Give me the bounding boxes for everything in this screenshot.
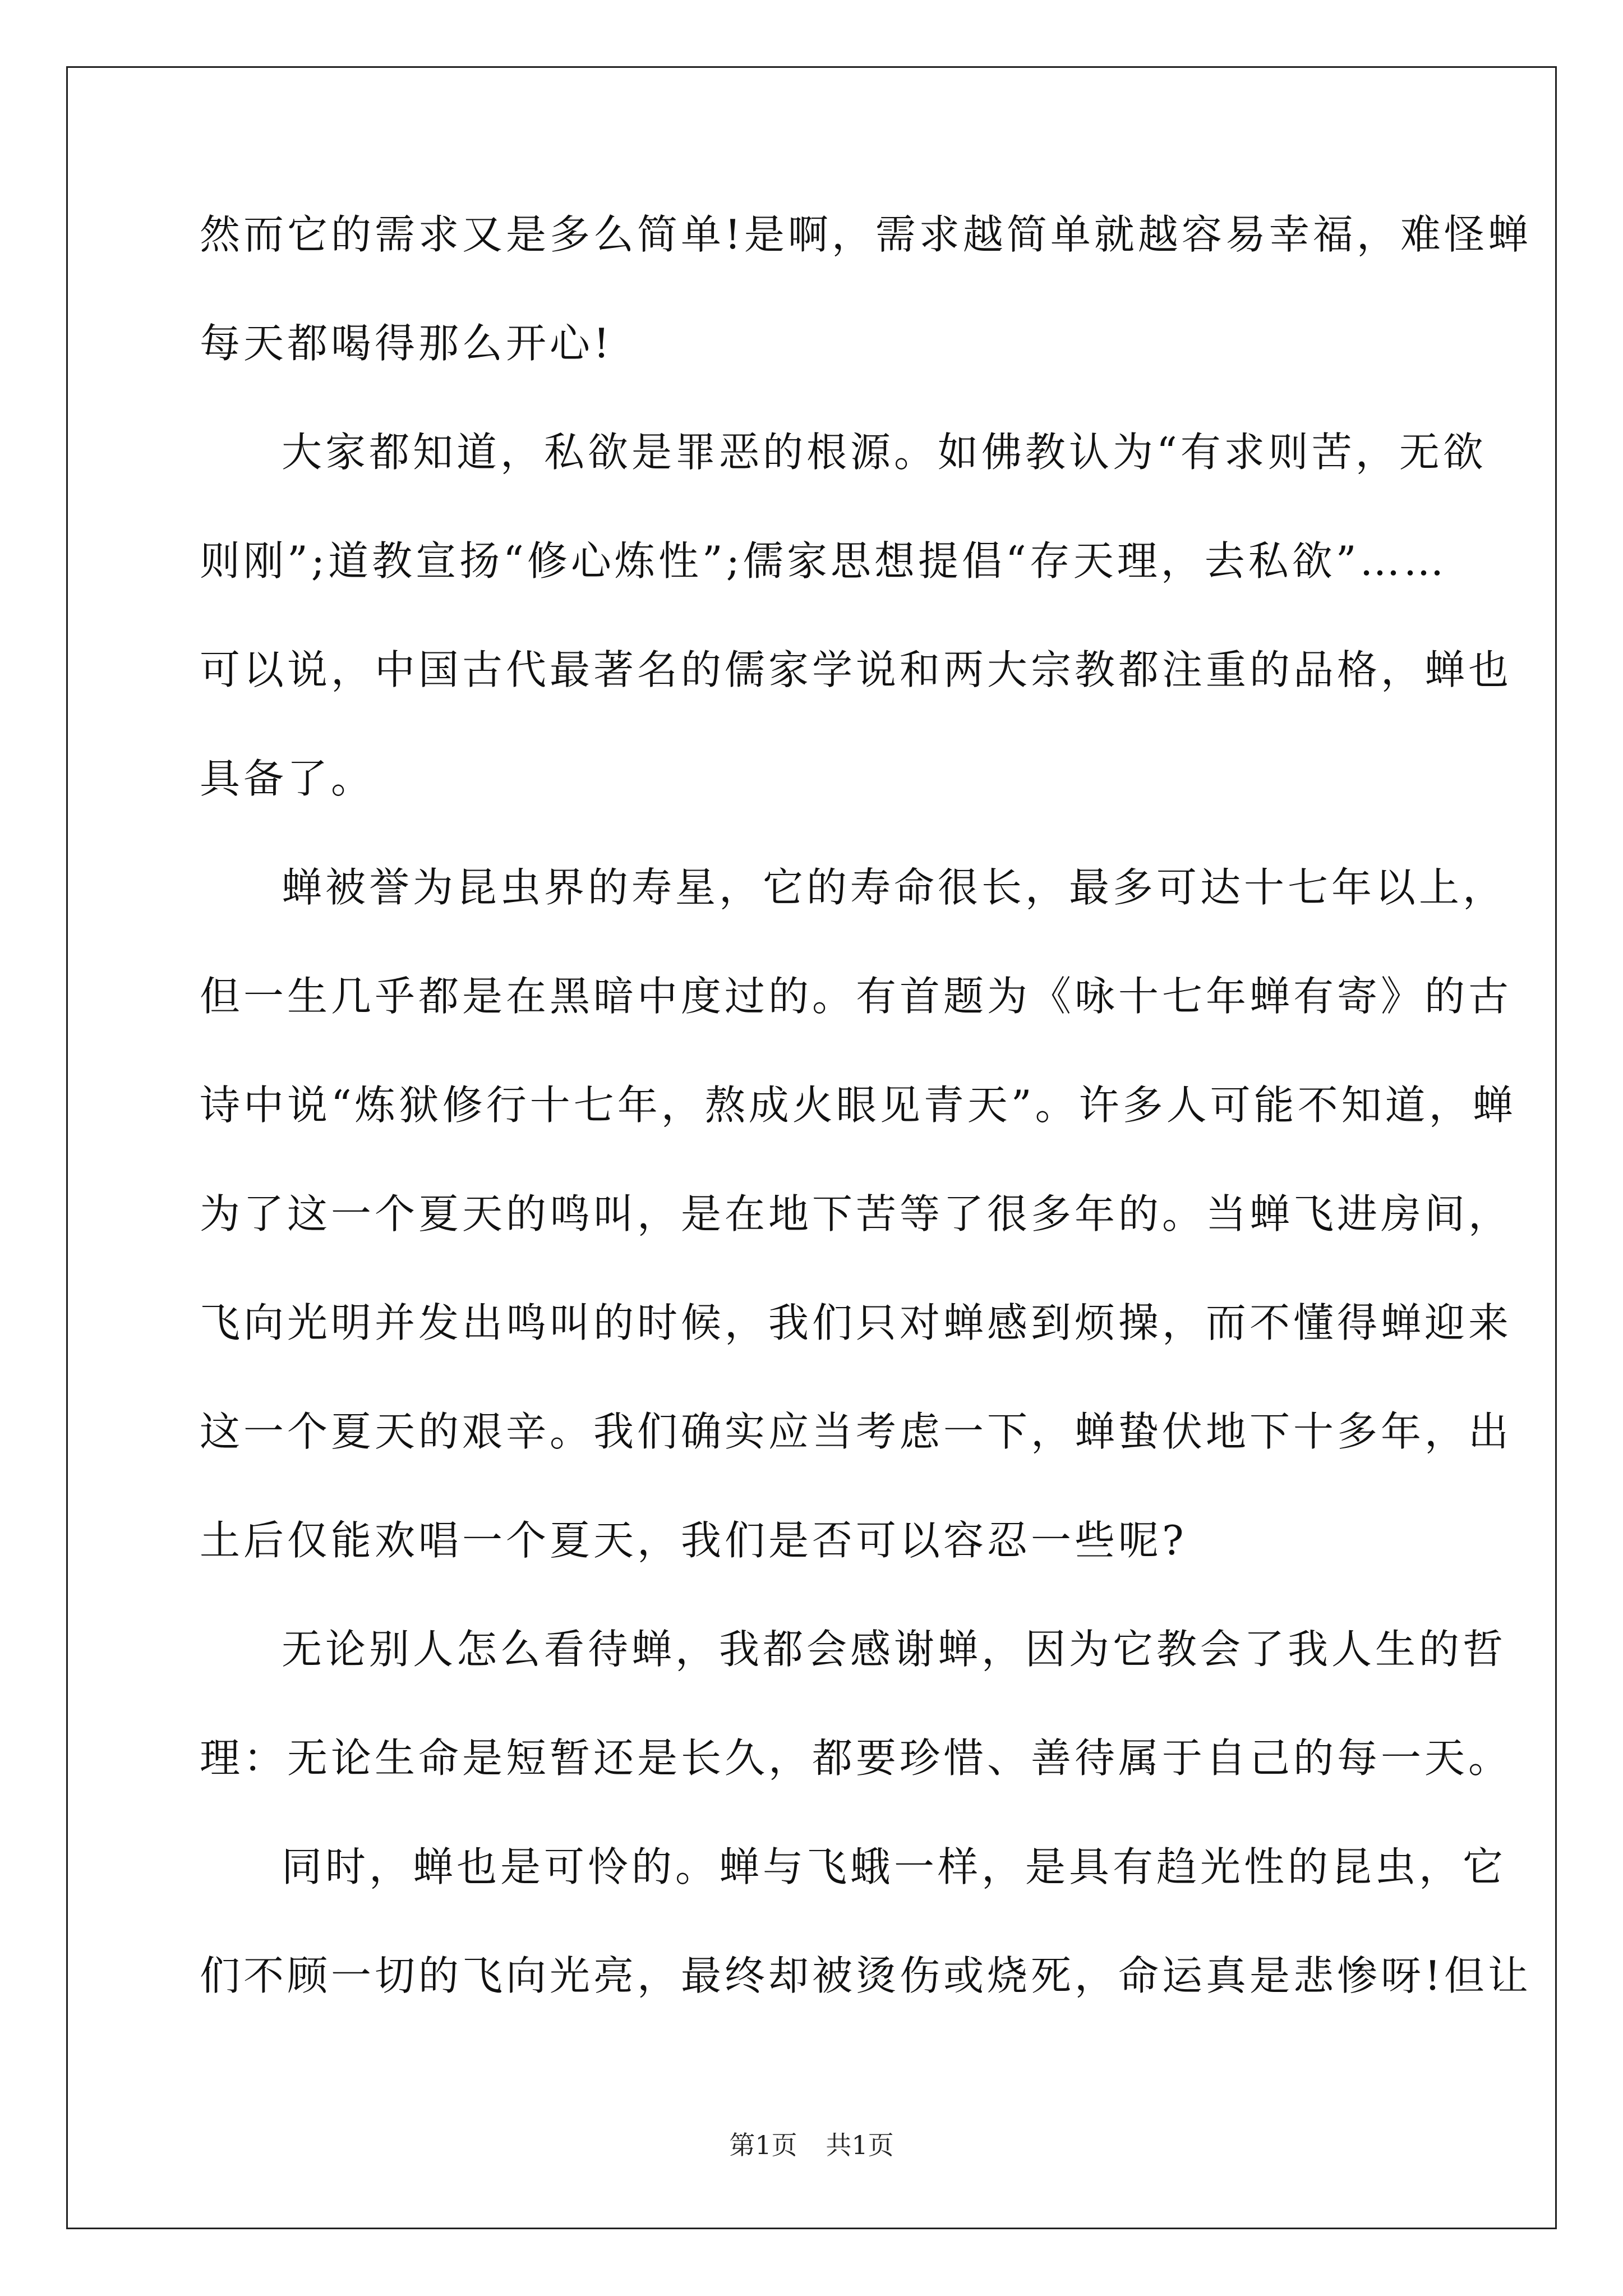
- text-line: 蝉被誉为昆虫界的寿星，它的寿命很长，最多可达十七年以上，: [282, 864, 1507, 911]
- document-body: [200, 209, 1532, 2059]
- text-line: 土后仅能欢唱一个夏天，我们是否可以容忍一些呢?: [200, 1517, 1187, 1564]
- text-line: 每天都喝得那么开心!: [200, 320, 613, 367]
- page-total: 共1页: [826, 2130, 894, 2160]
- page-footer: [0, 2129, 1623, 2161]
- text-line: 但一生几乎都是在黑暗中度过的。有首题为《咏十七年蝉有寄》的古: [200, 973, 1513, 1020]
- text-line: 无论别人怎么看待蝉，我都会感谢蝉，因为它教会了我人生的哲: [282, 1626, 1507, 1673]
- text-line: 为了这一个夏天的鸣叫，是在地下苦等了很多年的。当蝉飞进房间，: [200, 1190, 1513, 1237]
- text-line: 理：无论生命是短暂还是长久，都要珍惜、善待属于自己的每一天。: [200, 1734, 1513, 1782]
- text-line: 飞向光明并发出鸣叫的时候，我们只对蝉感到烦操，而不懂得蝉迎来: [200, 1299, 1513, 1346]
- page-number: 第1页: [729, 2130, 797, 2160]
- text-line: 然而它的需求又是多么简单!是啊，需求越简单就越容易幸福，难怪蝉: [200, 211, 1532, 258]
- text-line: 则刚”;道教宣扬“修心炼性”;儒家思想提倡“存天理，去私欲”……: [200, 537, 1447, 585]
- text-line: 同时，蝉也是可怜的。蝉与飞蛾一样，是具有趋光性的昆虫，它: [282, 1843, 1507, 1890]
- text-line: 可以说，中国古代最著名的儒家学说和两大宗教都注重的品格，蝉也: [200, 646, 1513, 693]
- text-line: 大家都知道，私欲是罪恶的根源。如佛教认为“有求则苦，无欲: [282, 429, 1487, 476]
- text-line: 诗中说“炼狱修行十七年，熬成火眼见青天”。许多人可能不知道，蝉: [200, 1082, 1516, 1129]
- text-line: 们不顾一切的飞向光亮，最终却被烫伤或烧死，命运真是悲惨呀!但让: [200, 1952, 1532, 1999]
- text-line: 具备了。: [200, 755, 375, 802]
- text-line: 这一个夏天的艰辛。我们确实应当考虑一下，蝉蛰伏地下十多年，出: [200, 1408, 1513, 1455]
